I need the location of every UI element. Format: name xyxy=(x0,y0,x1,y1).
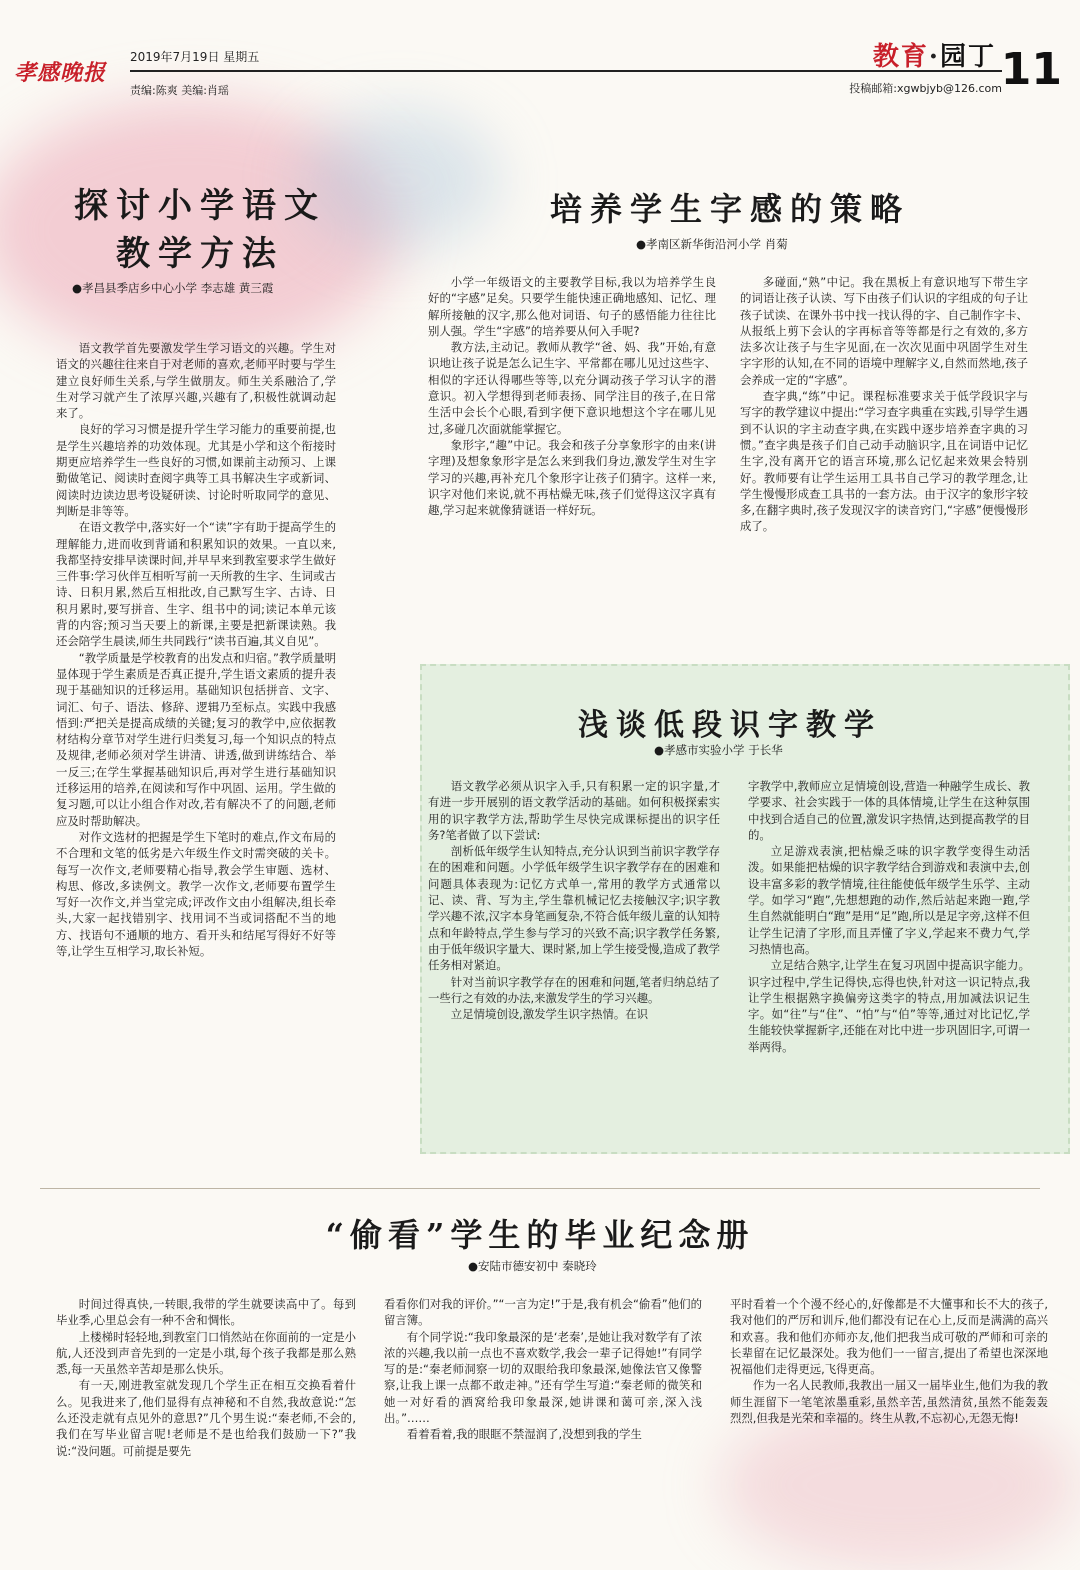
section-name-a: 教育 xyxy=(872,42,929,72)
editors-credit: 责编:陈爽 美编:肖瑶 xyxy=(130,84,229,97)
article2-column-2 xyxy=(740,274,1028,535)
article3-column-2 xyxy=(748,778,1030,1055)
submission-email: 投稿邮箱:xgwbjyb@126.com xyxy=(849,82,1002,95)
article2-paragraph: 小学一年级语文的主要教学目标,我以为培养学生良好的“字感”足矣。只要学生能快速正确地感知、记忆、理解所接触的汉字,那么他对词语、句子的感悟能力往往比别人强。学生“字感”的培养要从何入手呢? xyxy=(428,275,716,338)
article3-column-1 xyxy=(428,778,720,1022)
article1-title-line1: 探讨小学语文 xyxy=(74,186,326,226)
article4-paragraph: 看看你们对我的评价。”“一言为定!”于是,我有机会“偷看”他们的留言簿。 xyxy=(384,1297,702,1328)
article3-title: 浅谈低段识字教学 xyxy=(578,708,882,743)
article4-paragraph: 上楼梯时轻轻地,到教室门口悄然站在你面前的一定是小航,人还没到声音先到的一定是小琪,每个孩子我都是那么熟悉,每一天虽然辛苦却是那么快乐。 xyxy=(56,1329,356,1377)
article1-title-line2: 教学方法 xyxy=(116,234,284,274)
page-number: 11 xyxy=(1000,44,1062,95)
article4-byline: ●安陆市德安初中 秦晓玲 xyxy=(468,1259,597,1273)
section-name-b: 园丁 xyxy=(939,42,996,72)
article4-paragraph: 平时看着一个个漫不经心的,好像都是不大懂事和长不大的孩子,我对他们的严厉和训斥,他们都没有记在心上,反而是满满的高兴和欢喜。我和他们亦师亦友,他们把我当成可敬的严师和可亲的长辈留在记忆最深处。我为他们一一留言,提出了希望也深深地祝福他们走得更远,飞得更高。 xyxy=(730,1297,1048,1377)
article4-paragraph: 有一天,刚进教室就发现几个学生正在相互交换看着什么。见我进来了,他们显得有点神秘和不自然,我故意说:“怎么还没走就有点见外的意思?”几个男生说:“秦老师,不会的,我们在写毕业留言呢!老师是不是也给我们鼓励一下?”我说:“没问题。可前提是要先 xyxy=(56,1378,356,1458)
article4-column-3 xyxy=(730,1296,1048,1426)
article4-column-1 xyxy=(56,1296,356,1459)
article1-title xyxy=(40,182,360,278)
article4-paragraph: 看着看着,我的眼眶不禁湿润了,没想到我的学生 xyxy=(406,1427,642,1442)
article4-paragraph: 时间过得真快,一转眼,我带的学生就要读高中了。每到毕业季,心里总会有一种不舍和惆怅。 xyxy=(56,1297,356,1328)
article1-body xyxy=(56,340,336,959)
article4-paragraph: 有个同学说:“我印象最深的是‘老秦’,是她让我对数学有了浓浓的兴趣,我以前一点也不喜欢数学,我会一辈子记得她!”有同学写的是:“秦老师洞察一切的双眼给我印象最深,她像法官又像警察,让我上课一点都不敢走神。”还有学生写道:“秦老师的微笑和她一对好看的酒窝给我印象最深,她讲课和蔼可亲,深入浅出。”…… xyxy=(384,1329,702,1426)
header-rule xyxy=(130,70,1002,72)
article1-byline: ●孝昌县季店乡中心小学 李志雄 黄三霞 xyxy=(72,281,274,295)
article2-byline: ●孝南区新华街沿河小学 肖菊 xyxy=(636,237,788,251)
article3-paragraph: 立足结合熟字,让学生在复习巩固中提高识字能力。识字过程中,学生记得快,忘得也快,针对这一识记特点,我让学生根据熟字换偏旁这类字的特点,用加减法识记生字。如“往”与“住”、“怕”与“伯”等等,通过对比记忆,学生能较快掌握新字,还能在对比中进一步巩固旧字,可谓一举两得。 xyxy=(748,958,1030,1054)
article3-paragraph: 语文教学必须从识字入手,只有积累一定的识字量,才有进一步开展别的语文教学活动的基础。如何积极探索实用的识字教学方法,帮助学生尽快完成课标提出的识字任务?笔者做了以下尝试: xyxy=(428,779,720,842)
article1-paragraph: 语文教学首先要激发学生学习语文的兴趣。学生对语文的兴趣往往来自于对老师的喜欢,老师平时要与学生建立良好师生关系,与学生做朋友。师生关系融洽了,学生对学习就产生了浓厚兴趣,兴趣有了,积极性就调动起来了。 xyxy=(56,341,336,421)
article2-title: 培养学生字感的策略 xyxy=(549,190,910,228)
article3-byline: ●孝感市实验小学 于长华 xyxy=(654,743,783,757)
article2-column-1 xyxy=(428,274,716,518)
article1-paragraph: “教学质量是学校教育的出发点和归宿。”教学质量明显体现于学生素质是否真正提升,学生语文素质的提升表现于基础知识的迁移运用。基础知识包括拼音、文字、词汇、句子、语法、修辞、逻辑乃至标点。实践中我感悟到:严把关是提高成绩的关键;复习的教学中,应依据教材结构分章节对学生进行归类复习,每一个知识点的特点及规律,老师必须对学生讲清、讲透,做到讲练结合、举一反三;在学生掌握基础知识后,再对学生进行基础知识迁移运用的培养,在阅读和写作中巩固、运用。学生做的复习题,可以让小组合作对改,若有解决不了的问题,老师应及时帮助解决。 xyxy=(56,650,336,828)
issue-date: 2019年7月19日 星期五 xyxy=(130,50,260,64)
article4-paragraph: 作为一名人民教师,我教出一届又一届毕业生,他们为我的教师生涯留下一笔笔浓墨重彩,虽然辛苦,虽然清贫,虽然不能轰轰烈烈,但我是光荣和幸福的。终生从教,不忘初心,无怨无悔! xyxy=(730,1378,1048,1426)
article3-paragraph: 立足情境创设,激发学生识字热情。在识 xyxy=(450,1007,649,1022)
article1-paragraph: 在语文教学中,落实好一个“读”字有助于提高学生的理解能力,进而收到背诵和积累知识的效果。一直以来,我都坚持安排早读课时间,并早早来到教室要求学生做好三件事:学习伙伴互相听写前一天所教的生字、生词或古诗、日积月累,然后互相批改,自己默写生字、古诗、日积月累时,要写拼音、生字、组书中的词;读记本单元该背的内容;预习当天要上的新课,主要是把新课读熟。我还会陪学生晨读,师生共同践行“读书百遍,其义自见”。 xyxy=(56,520,336,649)
article2-paragraph: 象形字,“趣”中记。我会和孩子分享象形字的由来(讲字理)及想象象形字是怎么来到我们身边,激发学生对生字学习的兴趣,再补充几个象形字让孩子们猜字。这样一来,识字对他们来说,就不再枯燥无味,孩子们觉得这汉字真有趣,学习起来就像猜谜语一样好玩。 xyxy=(428,437,716,518)
article2-paragraph: 教方法,主动记。教师从教学“爸、妈、我”开始,有意识地让孩子说是怎么记生字、平常都在哪儿见过这些字、相似的字还认得哪些等等,以充分调动孩子学习认字的潜意识。初入学想得到老师表扬、同学注目的孩子,在日常生活中会长个心眼,看到字便下意识地想这个字在哪儿见过,多碰几次面就能掌握它。 xyxy=(428,340,716,436)
section-separator: · xyxy=(928,42,940,72)
article3-paragraph: 立足游戏表演,把枯燥乏味的识字教学变得生动活泼。如果能把枯燥的识字教学结合到游戏和表演中去,创设丰富多彩的教学情境,往往能使低年级学生乐学、主动学。如学习“跑”,先想想跑的动作,然后站起来跑一跑,学生自然就能明白“跑”是用“足”跑,所以是足字旁,这样不但让学生记清了字形,而且弄懂了字义,学起来不费力气,学习热情也高。 xyxy=(748,844,1030,956)
article1-paragraph: 良好的学习习惯是提升学生学习能力的重要前提,也是学生兴趣培养的功效体现。尤其是小学和这个衔接时期更应培养学生一些良好的习惯,如课前主动预习、上课勤做笔记、阅读时查阅字典等工具书解决生字或新词、阅读时边读边思考设疑研读、讨论时听取同学的意见、判断是非等等。 xyxy=(56,422,336,518)
article3-paragraph: 针对当前识字教学存在的困难和问题,笔者归纳总结了一些行之有效的办法,来激发学生的学习兴趣。 xyxy=(428,974,720,1005)
article2-paragraph: 多碰面,“熟”中记。我在黑板上有意识地写下带生字的词语让孩子认读、写下由孩子们认识的字组成的句子让孩子试读、在课外书中找一找认得的字、自己制作字卡、从报纸上剪下会认的字再标音等等都是行之有效的,多方法多次让孩子与生字见面,在一次次见面中巩固学生对生字字形的认知,在不同的语境中理解字义,自然而然地,孩子会养成一定的“字感”。 xyxy=(740,275,1028,387)
article4-column-2 xyxy=(384,1296,702,1443)
article3-paragraph: 字教学中,教师应立足情境创设,营造一种融学生成长、教学要求、社会实践于一体的具体情境,让学生在这种氛围中找到合适自己的位置,激发识字热情,达到提高教学的目的。 xyxy=(748,779,1030,842)
article1-paragraph: 对作文选材的把握是学生下笔时的难点,作文布局的不合理和文笔的低劣是六年级生作文时需突破的关卡。每写一次作文,老师要精心指导,教会学生审题、选材、构思、修改,多读例文。教学一次作文,老师要布置学生写好一次作文,并当堂完成;评改作文由小组解决,组长牵头,大家一起找错别字、找用词不当或词搭配不当的地方、找语句不通顺的地方、看开头和结尾写得好不好等等,让学生互相学习,取长补短。 xyxy=(56,829,336,958)
section-name xyxy=(873,36,996,73)
article2-paragraph: 查字典,“练”中记。课程标准要求关于低学段识字与写字的教学建议中提出:“学习查字典重在实践,引导学生遇到不认识的字主动查字典,在实践中逐步培养查字典的习惯。”查字典是孩子们自己动手动脑识字,且在词语中记忆生字,没有离开它的语言环境,那么记忆起来效果会特别好。教师要有让学生运用工具书自己学习的教学理念,让学生慢慢形成查工具书的一套方法。由于汉字的象形字较多,在翻字典时,孩子发现汉字的读音窍门,“字感”便慢慢形成了。 xyxy=(740,389,1028,534)
article4-divider xyxy=(40,1188,1040,1189)
newspaper-logo: 孝感晚报 xyxy=(14,60,107,86)
article3-paragraph: 剖析低年级学生认知特点,充分认识到当前识字教学存在的困难和问题。小学低年级学生识字教学存在的困难和问题具体表现为:记忆方式单一,常用的教学方式通常以记、读、背、写为主,学生靠机械记忆去接触汉字;识字教学兴趣不浓,汉字本身笔画复杂,不符合低年级儿童的认知特点和年龄特点,学生参与学习的兴致不高;识字教学任务繁,由于低年级识字量大、课时紧,加上学生接受慢,造成了教学任务相对紧迫。 xyxy=(428,844,721,973)
article4-title: “偷看”学生的毕业纪念册 xyxy=(325,1216,755,1254)
